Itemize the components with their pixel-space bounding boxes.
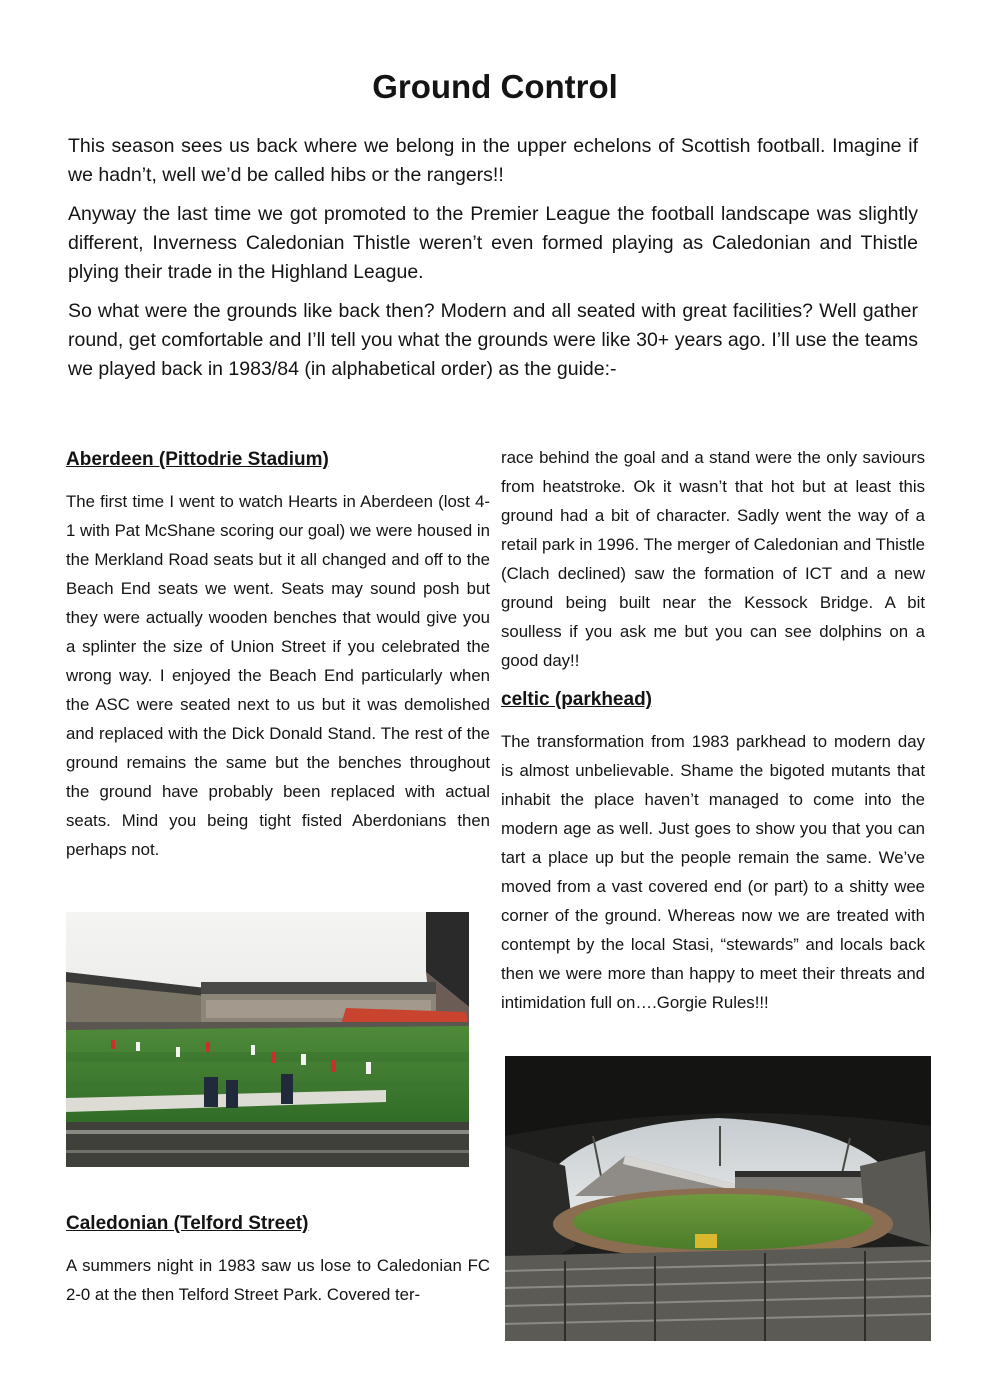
celtic-heading: celtic (parkhead) (501, 689, 652, 710)
right-column (501, 443, 925, 1017)
page-title: Ground Control (372, 68, 618, 105)
parkhead-stadium-photo (505, 1056, 931, 1341)
caledonian-text: A summers night in 1983 saw us lose to Caledonian FC 2-0 at the then Telford Street Park. Covered ter- (66, 1256, 490, 1304)
left-column (66, 445, 490, 864)
caledonian-heading: Caledonian (Telford Street) (66, 1213, 309, 1234)
intro-paragraph-3: So what were the grounds like back then? Modern and all seated with great facilities? Well gather round, get comfortable and I’ll tell you what the grounds were like 30+ years ago. I’ll use the teams we played back in 1983/84 (in alphabetical order) as the guide:- (68, 300, 918, 380)
intro-paragraph-1: This season sees us back where we belong in the upper echelons of Scottish football. Imagine if we hadn’t, well we’d be called hibs or the rangers!! (68, 135, 918, 186)
caledonian-section (66, 1209, 490, 1309)
caledonian-text-continued: race behind the goal and a stand were the only saviours from heatstroke. Ok it wasn’t that hot but at least this ground had a bit of character. Sadly went the way of a retail park in 1996. The merger of Caledonian and Thistle (Clach declined) saw the formation of ICT and a new ground being built near the Kessock Bridge. A bit soulless if you ask me but you can see dolphins on a good day!! (501, 448, 925, 670)
pittodrie-stadium-photo (66, 912, 469, 1167)
celtic-text: The transformation from 1983 parkhead to modern day is almost unbelievable. Shame the bigoted mutants that inhabit the place haven’t managed to come into the modern age as well. Just goes to show you that you can tart a place up but the people remain the same. We’ve moved from a vast covered end (or part) to a shitty wee corner of the ground. Whereas now we are treated with contempt by the local Stasi, “stewards” and locals back then we were more than happy to meet their threats and intimidation full on….Gorgie Rules!!! (501, 732, 925, 1012)
aberdeen-heading: Aberdeen (Pittodrie Stadium) (66, 449, 329, 470)
intro (68, 132, 918, 394)
aberdeen-text: The first time I went to watch Hearts in Aberdeen (lost 4-1 with Pat McShane scoring our goal) we were housed in the Merkland Road seats but it all changed and off to the Beach End seats we went. Seats may sound posh but they were actually wooden benches that would give you a splinter the size of Union Street if you celebrated the wrong way. I enjoyed the Beach End particularly when the ASC were seated next to us but it was demolished and replaced with the Dick Donald Stand. The rest of the ground remains the same but the benches throughout the ground have probably been replaced with actual seats. Mind you being tight fisted Aberdonians then perhaps not. (66, 492, 490, 859)
intro-paragraph-2: Anyway the last time we got promoted to the Premier League the football landscape was slightly different, Inverness Caledonian Thistle weren’t even formed playing as Caledonian and Thistle plying their trade in the Highland League. (68, 203, 918, 283)
